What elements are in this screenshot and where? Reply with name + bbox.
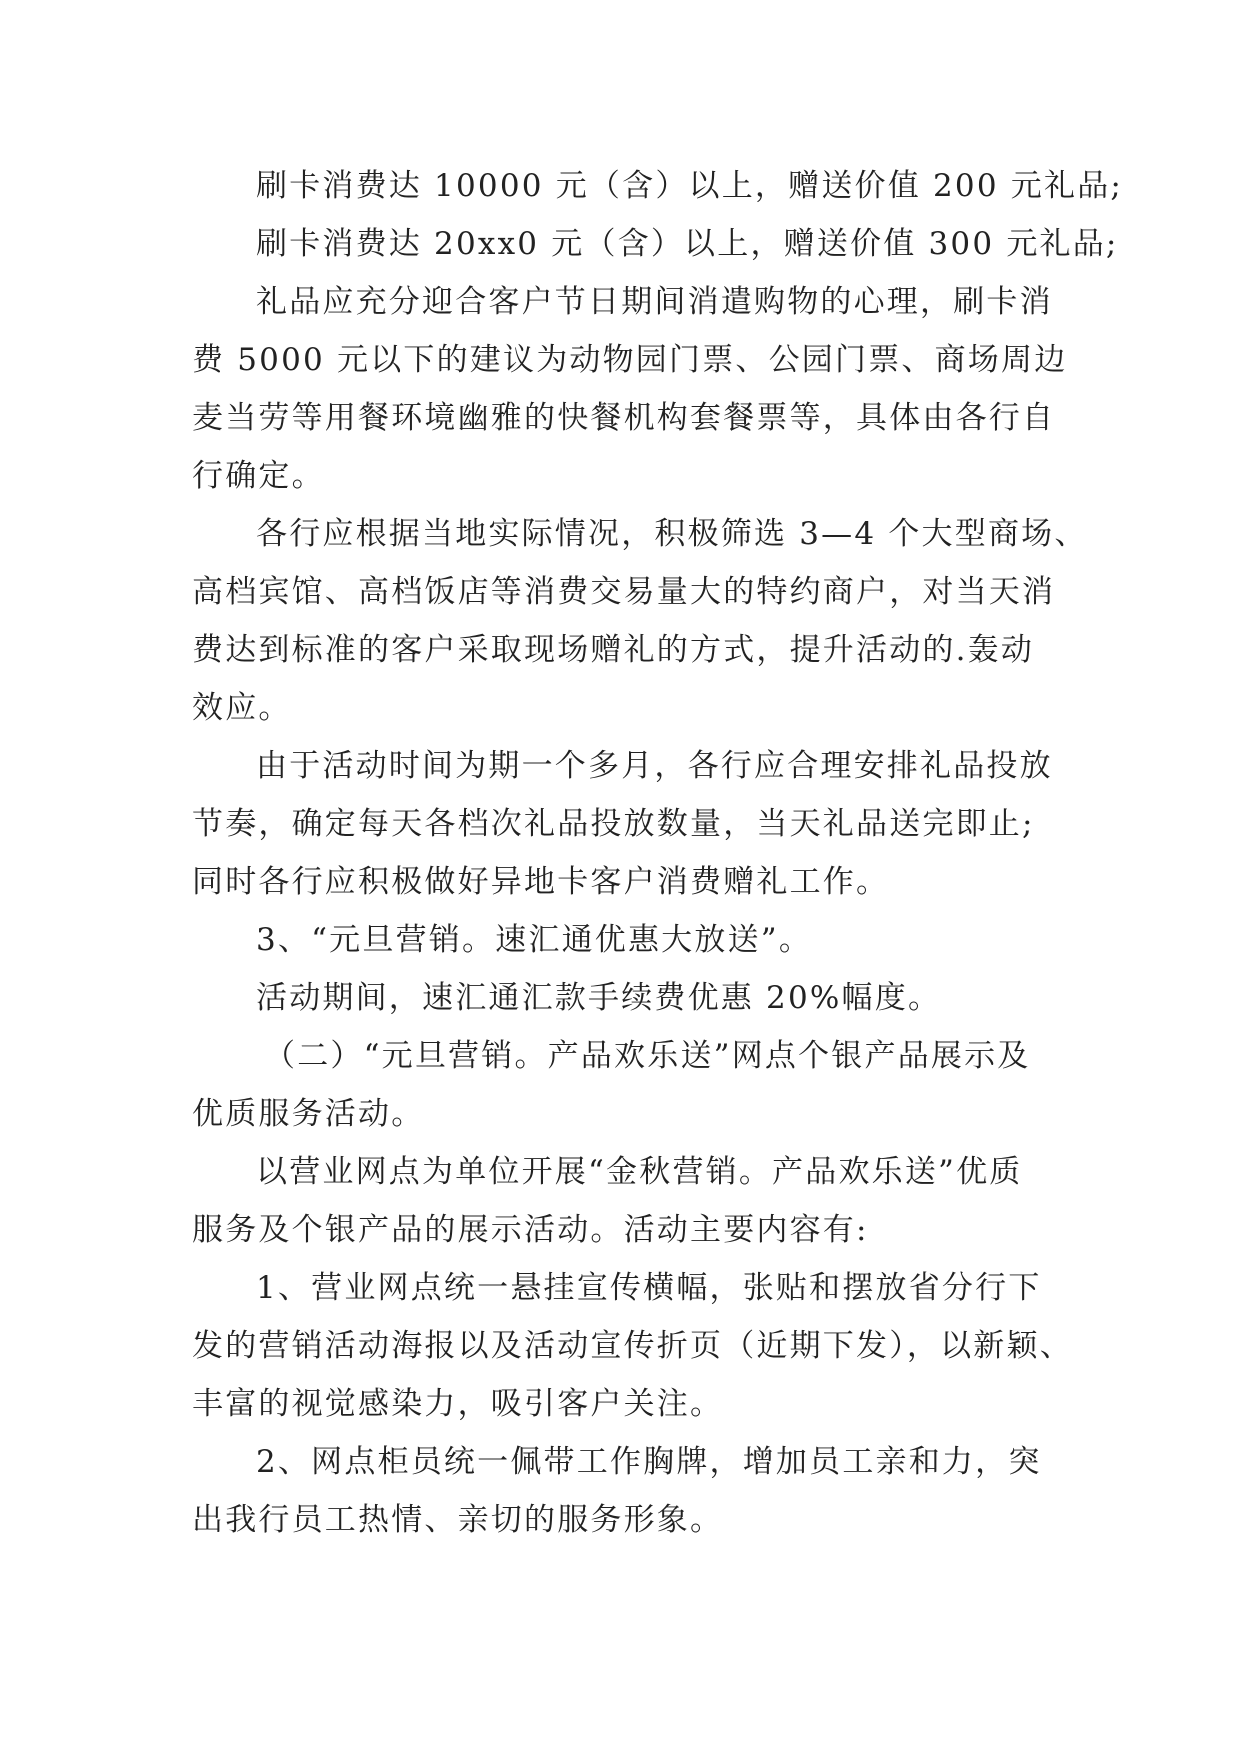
text-line: 费达到标准的客户采取现场赠礼的方式，提升活动的.轰动 <box>192 632 1035 668</box>
text-line: 1、营业网点统一悬挂宣传横幅，张贴和摆放省分行下 <box>256 1270 1042 1306</box>
text-line: 出我行员工热情、亲切的服务形象。 <box>192 1502 724 1538</box>
text-line: 麦当劳等用餐环境幽雅的快餐机构套餐票等，具体由各行自 <box>192 400 1056 436</box>
text-line: 效应。 <box>192 690 292 726</box>
text-line: 同时各行应积极做好异地卡客户消费赠礼工作。 <box>192 864 890 900</box>
text-line: 优质服务活动。 <box>192 1096 425 1132</box>
text-line: 丰富的视觉感染力，吸引客户关注。 <box>192 1386 724 1422</box>
text-line: 费 5000 元以下的建议为动物园门票、公园门票、商场周边 <box>192 342 1068 378</box>
text-line: 节奏，确定每天各档次礼品投放数量，当天礼品送完即止; <box>192 806 1035 842</box>
text-line: 礼品应充分迎合客户节日期间消遣购物的心理，刷卡消 <box>256 284 1053 320</box>
text-line: 由于活动时间为期一个多月，各行应合理安排礼品投放 <box>256 748 1053 784</box>
text-line: 发的营销活动海报以及活动宣传折页（近期下发），以新颖、 <box>192 1328 1073 1364</box>
text-line: （二）“元旦营销。产品欢乐送”网点个银产品展示及 <box>264 1038 1031 1074</box>
text-line: 行确定。 <box>192 458 325 494</box>
text-line: 高档宾馆、高档饭店等消费交易量大的特约商户，对当天消 <box>192 574 1056 610</box>
text-line: 服务及个银产品的展示活动。活动主要内容有: <box>192 1212 869 1248</box>
text-line: 刷卡消费达 10000 元（含）以上，赠送价值 200 元礼品; <box>256 168 1124 204</box>
text-line: 以营业网点为单位开展“金秋营销。产品欢乐送”优质 <box>256 1154 1023 1190</box>
text-line: 3、“元旦营销。速汇通优惠大放送”。 <box>256 922 813 958</box>
text-line: 活动期间，速汇通汇款手续费优惠 20%幅度。 <box>256 980 942 1016</box>
text-line: 刷卡消费达 20xx0 元（含）以上，赠送价值 300 元礼品; <box>256 226 1119 262</box>
text-line: 各行应根据当地实际情况，积极筛选 3—4 个大型商场、 <box>256 516 1088 552</box>
text-line: 2、网点柜员统一佩带工作胸牌，增加员工亲和力，突 <box>256 1444 1042 1480</box>
